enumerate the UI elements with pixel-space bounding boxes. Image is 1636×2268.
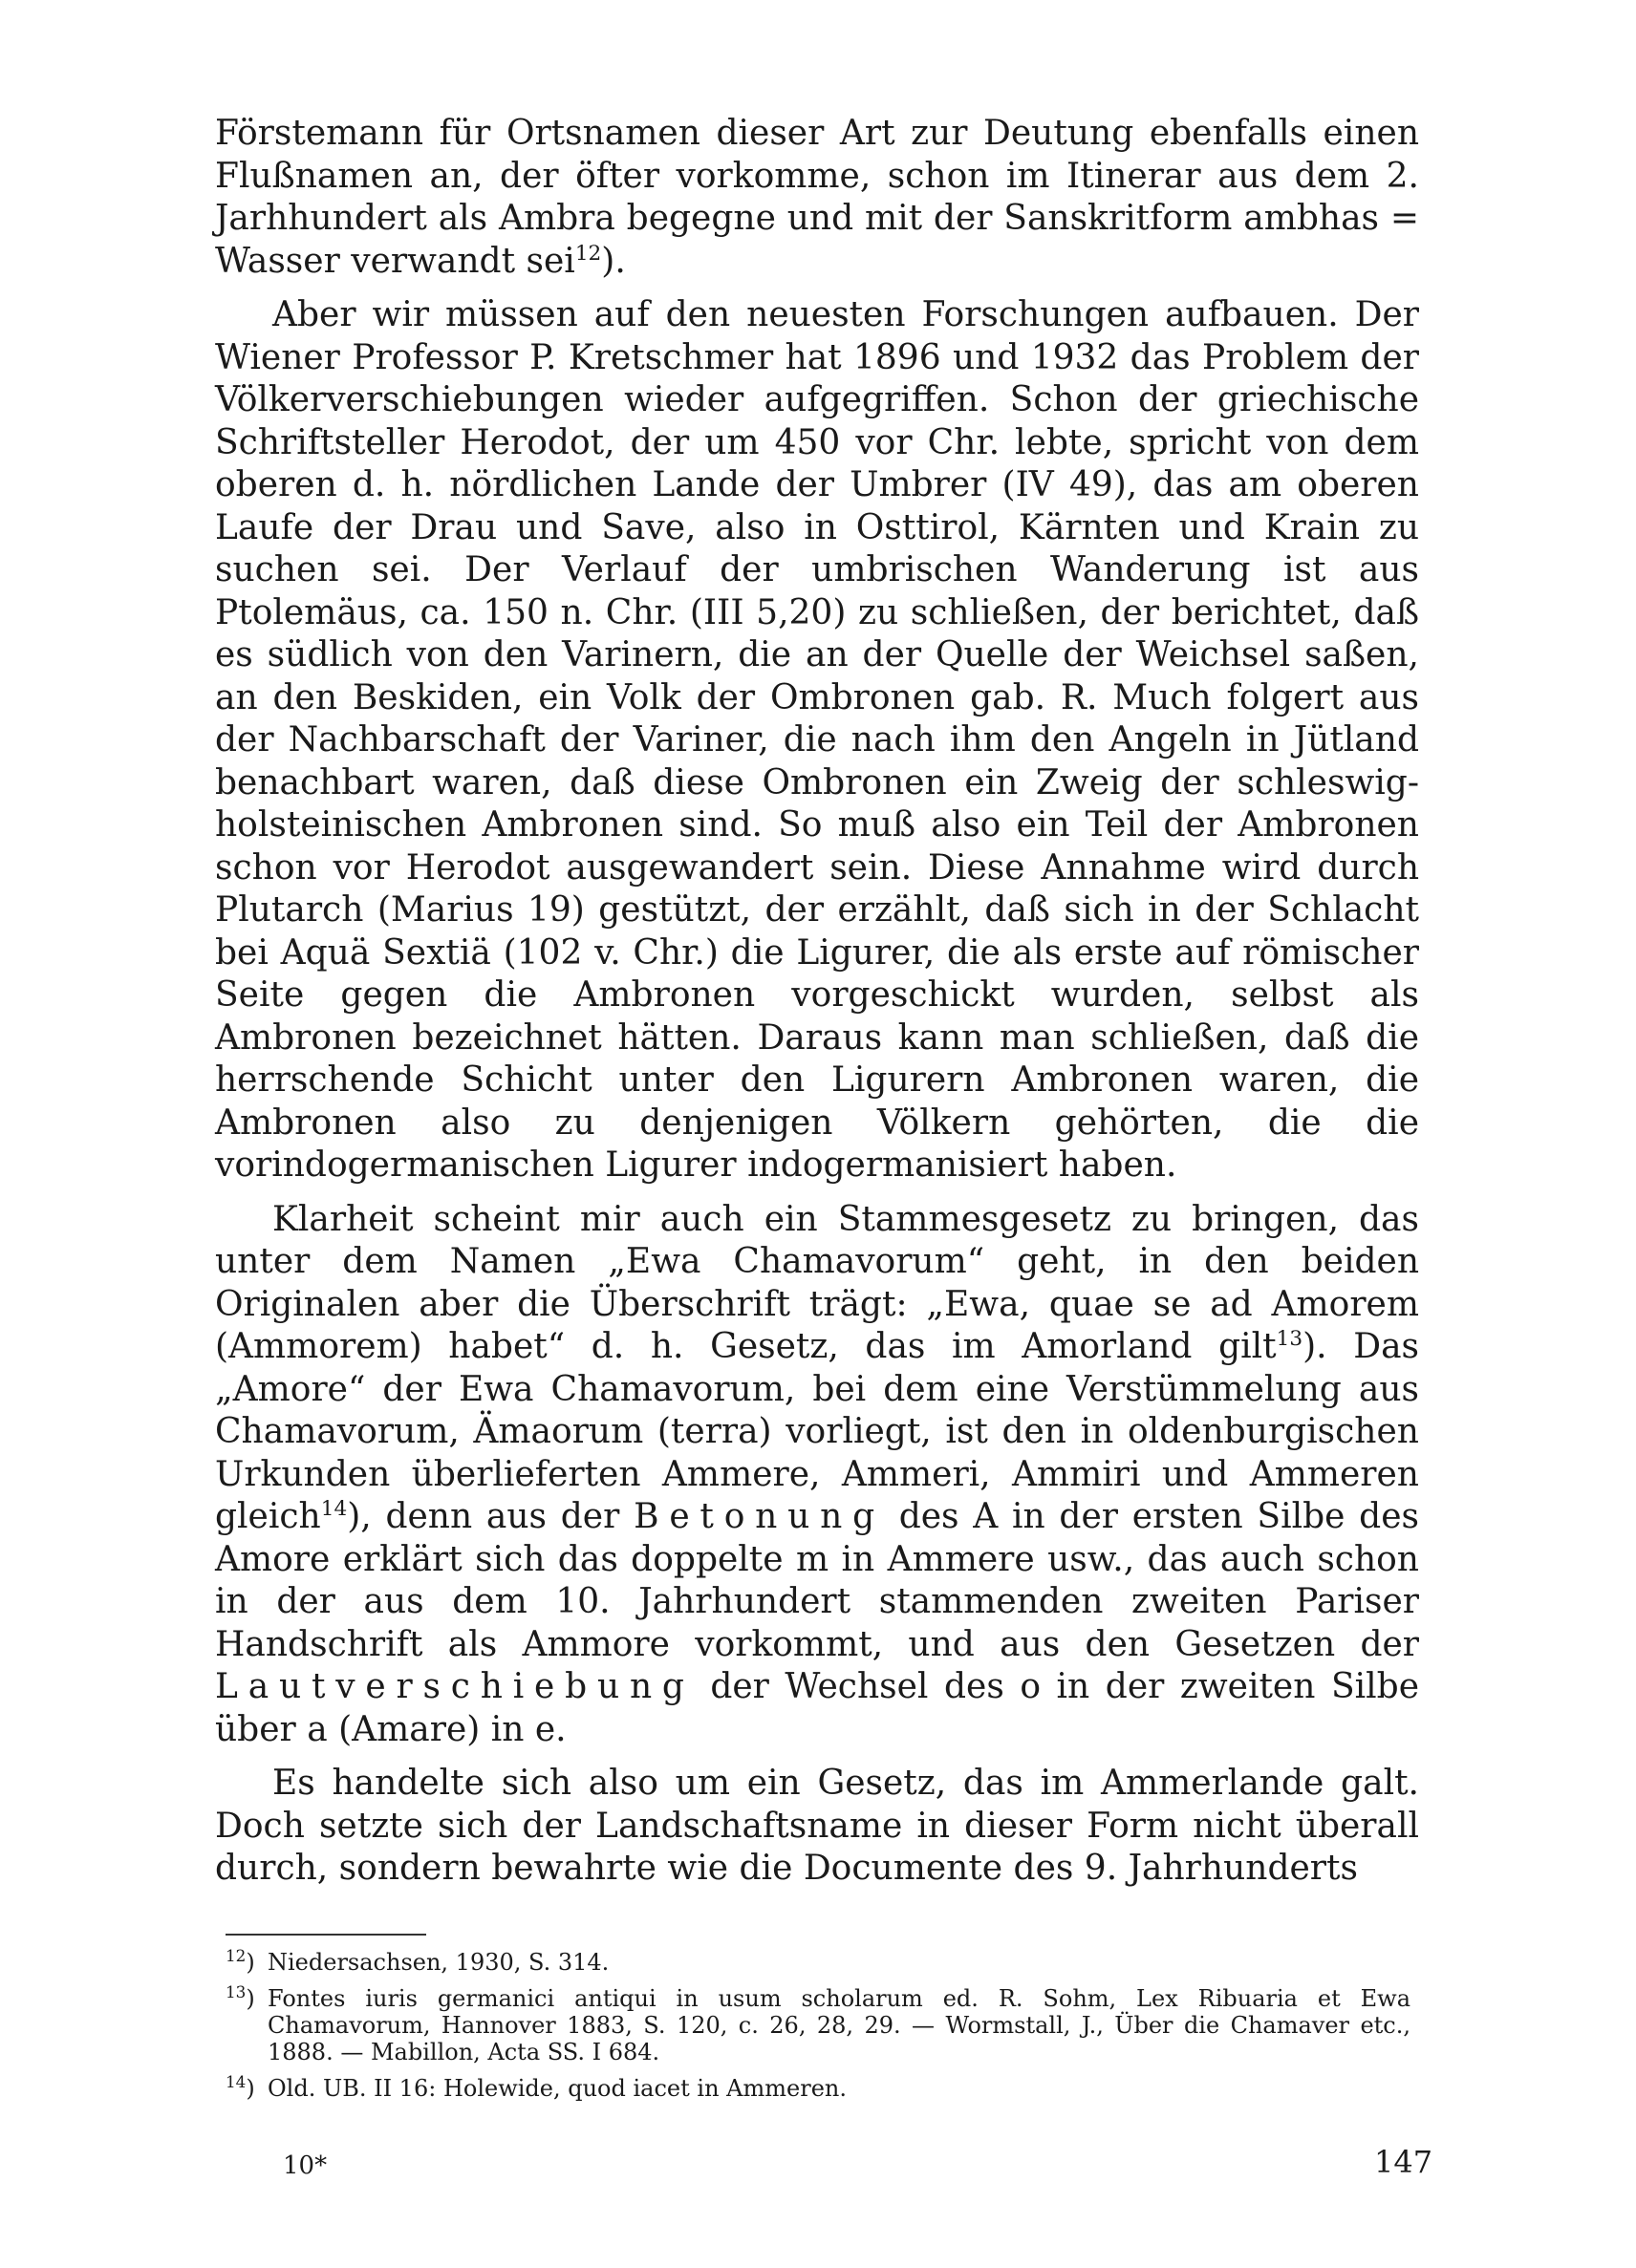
footnote-number: 12 (226, 1946, 247, 1965)
text-run: der Wechsel des o in der zweiten Silbe über a (Amare) in e. (215, 1667, 1419, 1749)
spaced-emphasis: Lautverschiebung (215, 1667, 695, 1706)
footnote-text: Fontes iuris germanici antiqui in usum scholarum ed. R. Sohm, Lex Ribuaria et Ewa Chamavorum, Hannover 1883, S. 120, c. 26, 28, 29. — Wormstall, J., Über die Chamaver etc., 1888. — Mabillon, Acta SS. I 684. (268, 1985, 1410, 2065)
paragraph (215, 113, 1419, 283)
spaced-emphasis: Betonung (634, 1497, 885, 1536)
footnote-text: Niedersachsen, 1930, S. 314. (268, 1949, 610, 1976)
footnote-ref: 12 (574, 241, 602, 266)
text-run: Klarheit scheint mir auch ein Stammesgesetz zu bringen, das unter dem Namen „Ewa Chamavorum“ geht, in den beiden Originalen aber die Überschrift trägt: „Ewa, quae se ad Amorem (Ammorem) habet“ d. h. Gesetz, das im Amorland gilt (215, 1199, 1419, 1366)
text-run: ), denn aus der (347, 1497, 635, 1536)
footnote (226, 2072, 1410, 2102)
footnotes (226, 1946, 1410, 2111)
footnote-number: 14 (226, 2072, 247, 2091)
main-text (215, 113, 1419, 1891)
footnote-ref: 14 (320, 1497, 348, 1521)
text-run: des A in der ersten Silbe des Amore erklärt sich das doppelte m in Ammere usw., das auch schon in der aus dem 10. Jahrhundert stammenden zweiten Pariser Handschrift als Ammore vorkommt, und aus den Gesetzen der (215, 1497, 1419, 1664)
paragraph (215, 1763, 1419, 1891)
footnote (226, 1946, 1410, 1976)
signature-mark: 10* (283, 2151, 328, 2180)
footnote-mark: $^{13}$) (226, 1982, 255, 2012)
text-run: Es handelte sich also um ein Gesetz, das im Ammerlande galt. Doch setzte sich der Landschaftsname in dieser Form nicht überall durch, sondern bewahrte wie die Documente des 9. Jahrhunderts (215, 1764, 1419, 1888)
footnote-ref: 13 (1276, 1327, 1303, 1351)
footnote-mark: $^{12}$) (226, 1946, 255, 1976)
footnote (226, 1982, 1410, 2065)
text-run: Aber wir müssen auf den neuesten Forschungen aufbauen. Der Wiener Professor P. Kretschmer hat 1896 und 1932 das Problem der Völkerverschiebungen wieder aufgegriffen. Schon der griechische Schriftsteller Herodot, der um 450 vor Chr. lebte, spricht von dem oberen d. h. nördlichen Lande der Umbrer (IV 49), das am oberen Laufe der Drau und Save, also in Osttirol, Kärnten und Krain zu suchen sei. Der Verlauf der umbrischen Wanderung ist aus Ptolemäus, ca. 150 n. Chr. (III 5,20) zu schließen, der berichtet, daß es südlich von den Varinern, die an der Quelle der Weichsel saßen, an den Beskiden, ein Volk der Ombronen gab. R. Much folgert aus der Nachbarschaft der Variner, die nach ihm den Angeln in Jütland benachbart waren, daß diese Ombronen ein Zweig der schleswig-holsteinischen Ambronen sind. So muß also ein Teil der Ambronen schon vor Herodot ausgewandert sein. Diese Annahme wird durch Plutarch (Marius 19) gestützt, der erzählt, daß sich in der Schlacht bei Aquä Sextiä (102 v. Chr.) die Ligurer, die als erste auf römischer Seite gegen die Ambronen vorgeschickt wurden, selbst als Ambronen bezeichnet hätten. Daraus kann man schließen, daß die herrschende Schicht unter den Ligurern Ambronen waren, die Ambronen also zu denjenigen Völkern gehörten, die die vorindogermanischen Ligurer indogermanisiert haben. (215, 295, 1419, 1185)
footnote-rule (226, 1934, 426, 1936)
footnote-number: 13 (226, 1982, 247, 2001)
page-number: 147 (1374, 2144, 1433, 2180)
footnote-text: Old. UB. II 16: Holewide, quod iacet in Ammeren. (268, 2075, 847, 2102)
footnote-mark: $^{14}$) (226, 2072, 255, 2102)
text-run: Förstemann für Ortsnamen dieser Art zur Deutung ebenfalls einen Flußnamen an, der öfter vorkomme, schon im Itinerar aus dem 2. Jarhhundert als Ambra begegne und mit der Sanskritform ambhas = Wasser verwandt sei (215, 114, 1419, 281)
text-run: ). (601, 241, 626, 281)
paragraph (215, 1199, 1419, 1752)
paragraph (215, 294, 1419, 1187)
text-run: ). Das „Amore“ der Ewa Chamavorum, bei dem eine Verstümmelung aus Chamavorum, Ämaorum (terra) vorliegt, ist den in oldenburgischen Urkunden überlieferten Ammere, Ammeri, Ammiri und Ammeren gleich (215, 1327, 1420, 1536)
